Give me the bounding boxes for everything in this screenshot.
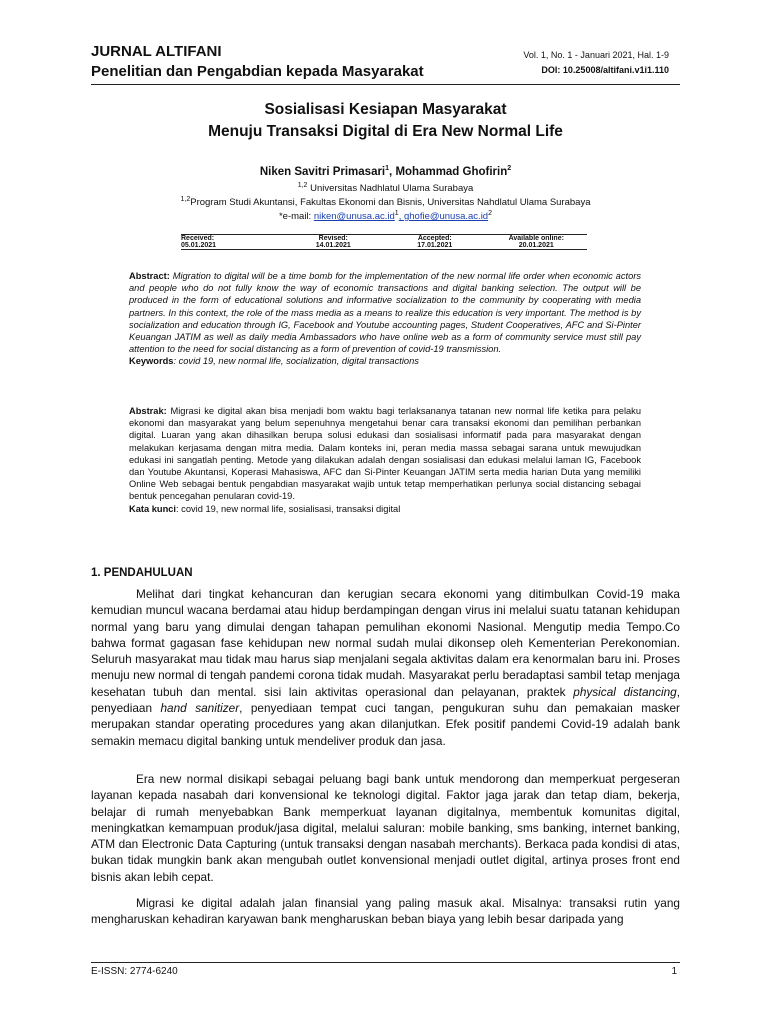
journal-name: JURNAL ALTIFANI [91, 43, 222, 60]
header-divider [91, 84, 680, 85]
paper-title-line1: Sosialisasi Kesiapan Masyarakat [264, 101, 507, 118]
email1-sup: 1 [394, 210, 399, 217]
journal-subtitle: Penelitian dan Pengabdian kepada Masyarakat [91, 63, 424, 80]
author-separator: , [389, 165, 396, 178]
abstract-id-label: Abstrak: [129, 406, 167, 416]
body-paragraph-2: Era new normal disikapi sebagai peluang bagi bank untuk mendorong dan memperkuat pergeseran layanan kepada nasabah dari konvensional ke teknologi digital. Faktor jaga jarak dan tetap diam, bekerja, belajar di rumah menyebabkan Bank memperkuat layanan digitalnya, membentuk komunitas digital, meningkatkan kemampuan produk/jasa digital, melalui saluran: mobile banking, sms banking, internet banking, ATM dan Electronic Data Capturing (untuk transaksi dengan nasabah merchants). Berkaca pada kondisi di atas, bukan tidak mungkin bank akan mengubah outlet konvensional menjadi outlet digital, artinya proses front end bisnis akan lebih cepat. [91, 772, 680, 884]
email2-sup: 2 [488, 210, 492, 217]
author-list [91, 165, 680, 178]
author-1: Niken Savitri Primasari [259, 165, 386, 178]
dates-labels-row [181, 235, 587, 242]
keywords-id-label: Kata kunci [129, 503, 177, 514]
email-prefix: *e-mail: [278, 211, 314, 223]
aff2-text: Program Studi Akuntansi, Fakultas Ekonomi dan Bisnis, Universitas Nahdlatul Ulama Surabaya [190, 197, 591, 209]
section-heading: 1. PENDAHULUAN [91, 567, 193, 579]
abstract-english [129, 270, 641, 368]
doi: DOI: 10.25008/altifani.v1i1.110 [541, 65, 669, 75]
abstract-id-text: Migrasi ke digital akan bisa menjadi bom waktu bagi terlaksananya tatanan new normal life ketika para pelaku ekonomi dan masyarakat yang belum sepenuhnya mengetahui benar cara transaksi ekonomi dan pemilihan perbankan digital. Luaran yang akan dihasilkan berupa solusi edukasi dan sosialisasi informatif pada para masyarakat dengan melakukan kerjasama dengan mitra media. Dalam konteks ini, peran media massa sebagai sarana untuk mewujudkan edukasi ini sangatlah penting. Metode yang dilakukan adalah dengan sosialisasi dan edukasi melalui laman IG, Facebook dan Youtube Akuntansi, Koperasi Mahasiswa, AFC dan Si-Pinter Keuangan JATIM serta media harian Duta yang memiliki Online Web sebagai bentuk pengabdian masyarakat wajib untuk tetap memperhatikan perlunya social distancing sebagai bentuk pencegahan penularan covid-19. [129, 406, 641, 502]
email-line [91, 210, 680, 222]
keywords-en-text: : covid 19, new normal life, socialization, digital transactions [173, 356, 419, 367]
date-value-accepted: 17.01.2021 [417, 242, 453, 249]
keywords-en-label: Keywords [129, 356, 174, 367]
p1-part-c: , penyediaan tempat cuci tangan, pengukuran suhu dan pemakaian masker merupakan standar operating procedures yang akan dilanjutkan. Efek positif pandemi Covid-19 adalah bank semakin memacu digital banking untuk mendeliver produk dan jasa. [91, 701, 680, 748]
date-label-revised: Revised: [318, 235, 348, 242]
email-link-2[interactable]: , ghofie@unusa.ac.id [398, 211, 489, 223]
p1-emphasis-2: hand sanitizer [160, 701, 240, 716]
abstract-en-label: Abstract: [129, 271, 170, 281]
volume-info: Vol. 1, No. 1 - Januari 2021, Hal. 1-9 [523, 50, 669, 60]
body-paragraph-1 [91, 586, 680, 749]
p1-part-a: Melihat dari tingkat kehancuran dan kerugian secara ekonomi yang ditimbulkan Covid-19 maka kemudian muncul wacana berdamai atau hidup berdampingan dengan virus ini melalui suatu tatanan kehidupan normal yang baru yang dimulai dengan tahapan pemulihan ekonomi Nasional. Mengutip media Tempo.Co bahwa format gagasan fase kehidupan new normal sudah mulai dikonsep oleh Kementerian Perekonomian. Seluruh masyarakat mau tidak mau harus siap menjalani segala aktivitas dalam era kenormalan baru ini. Proses menuju new normal di tengah pandemi corona tidak mudah. Masyarakat perlu beradaptasi sambil tetap menjaga kesehatan tubuh dan mental. sisi lain aktivitas operasional dan pelayanan, praktek [91, 587, 680, 699]
paper-title-line2: Menuju Transaksi Digital di Era New Normal Life [208, 123, 563, 140]
page-number: 1 [671, 966, 677, 977]
keywords-id [129, 503, 641, 515]
p1-emphasis-1: physical distancing [573, 684, 677, 699]
date-label-accepted: Accepted: [417, 235, 452, 242]
date-label-available: Available online: [508, 235, 564, 242]
aff1-text: Universitas Nadhlatul Ulama Surabaya [310, 183, 474, 195]
aff2-sup: 1,2 [180, 196, 191, 203]
author-2: Mohammad Ghofirin [395, 165, 508, 178]
date-value-received: 05.01.2021 [181, 242, 217, 249]
p1-part-b: , penyediaan [91, 684, 680, 716]
email-link-1[interactable]: niken@unusa.ac.id [313, 211, 395, 223]
date-value-available: 20.01.2021 [518, 242, 554, 249]
footer-issn: E-ISSN: 2774-6240 [91, 966, 178, 977]
affiliation-program [91, 196, 680, 208]
keywords-en [129, 355, 641, 367]
abstract-en-text: Migration to digital will be a time bomb for the implementation of the new normal life order when economic actors and people who do not fully know the way of economic transactions and digital banking selection. The output will be produced in the form of educational solutions and informative socialization to the community by cooperating with media partners. In this context, the role of the mass media as a means to realize this education is very important. The method is by socialization and education through IG, Facebook and Youtube accounting pages, Student Cooperatives, AFC and Si-Pinter Keuangan JATIM as well as daily media Ambassadors who have online web as a form of community service must still pay attention to the need for social distancing as a form of prevention of covid-19 transmission. [129, 271, 641, 355]
abstract-indonesian [129, 405, 641, 515]
keywords-id-text: : covid 19, new normal life, sosialisasi, transaksi digital [176, 503, 401, 514]
author-2-sup: 2 [507, 165, 512, 172]
author-1-sup: 1 [385, 165, 390, 172]
body-paragraph-3: Migrasi ke digital adalah jalan finansial yang paling masuk akal. Misalnya: transaksi rutin yang mengharuskan kehadiran karyawan bank mengharuskan beban biaya yang lebih besar daripada yang [91, 896, 680, 927]
aff1-sup: 1,2 [297, 182, 308, 189]
dates-table [181, 234, 587, 250]
dates-values-row [181, 242, 587, 249]
affiliation-university [91, 182, 680, 194]
date-value-revised: 14.01.2021 [315, 242, 351, 249]
footer-divider [91, 962, 680, 963]
date-label-received: Received: [181, 235, 215, 242]
